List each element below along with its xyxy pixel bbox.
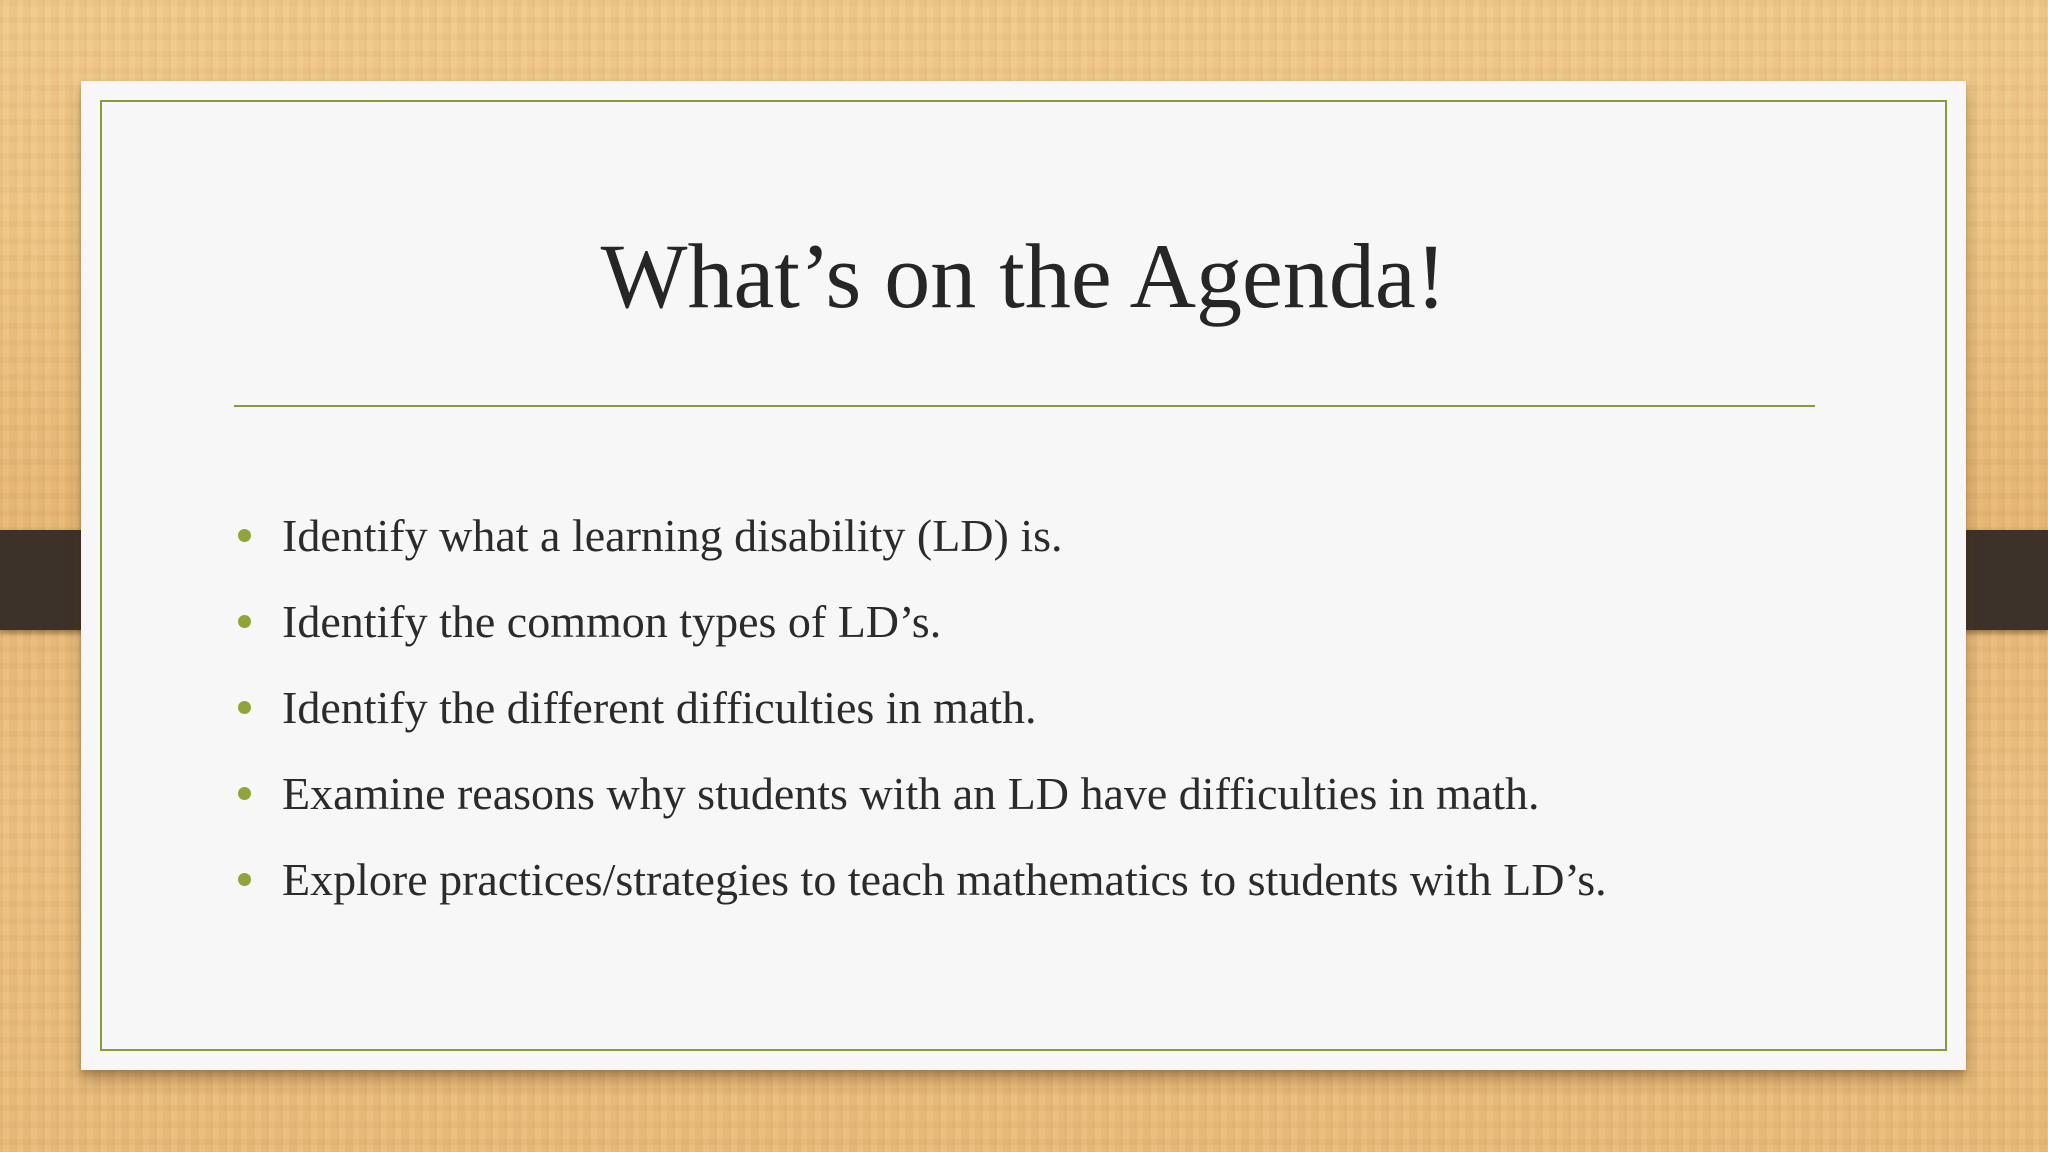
agenda-item-text: Examine reasons why students with an LD have difficulties in math. [282,768,1540,819]
bullet-icon [238,701,251,714]
agenda-item [234,678,1607,764]
agenda-item [234,592,1607,678]
agenda-item [234,764,1607,850]
bullet-icon [238,615,251,628]
agenda-item-text: Identify the different difficulties in math. [282,682,1037,733]
agenda-item [234,506,1607,592]
agenda-item-text: Identify the common types of LD’s. [282,596,942,647]
title-divider [234,405,1815,407]
agenda-item-text: Identify what a learning disability (LD) is. [282,510,1063,561]
bullet-icon [238,529,251,542]
agenda-list [234,506,1607,936]
slide-card [81,81,1966,1070]
slide-title: What’s on the Agenda! [600,225,1447,327]
bullet-icon [238,873,251,886]
agenda-item-text: Explore practices/strategies to teach mathematics to students with LD’s. [282,854,1607,905]
agenda-item [234,850,1607,936]
bullet-icon [238,787,251,800]
